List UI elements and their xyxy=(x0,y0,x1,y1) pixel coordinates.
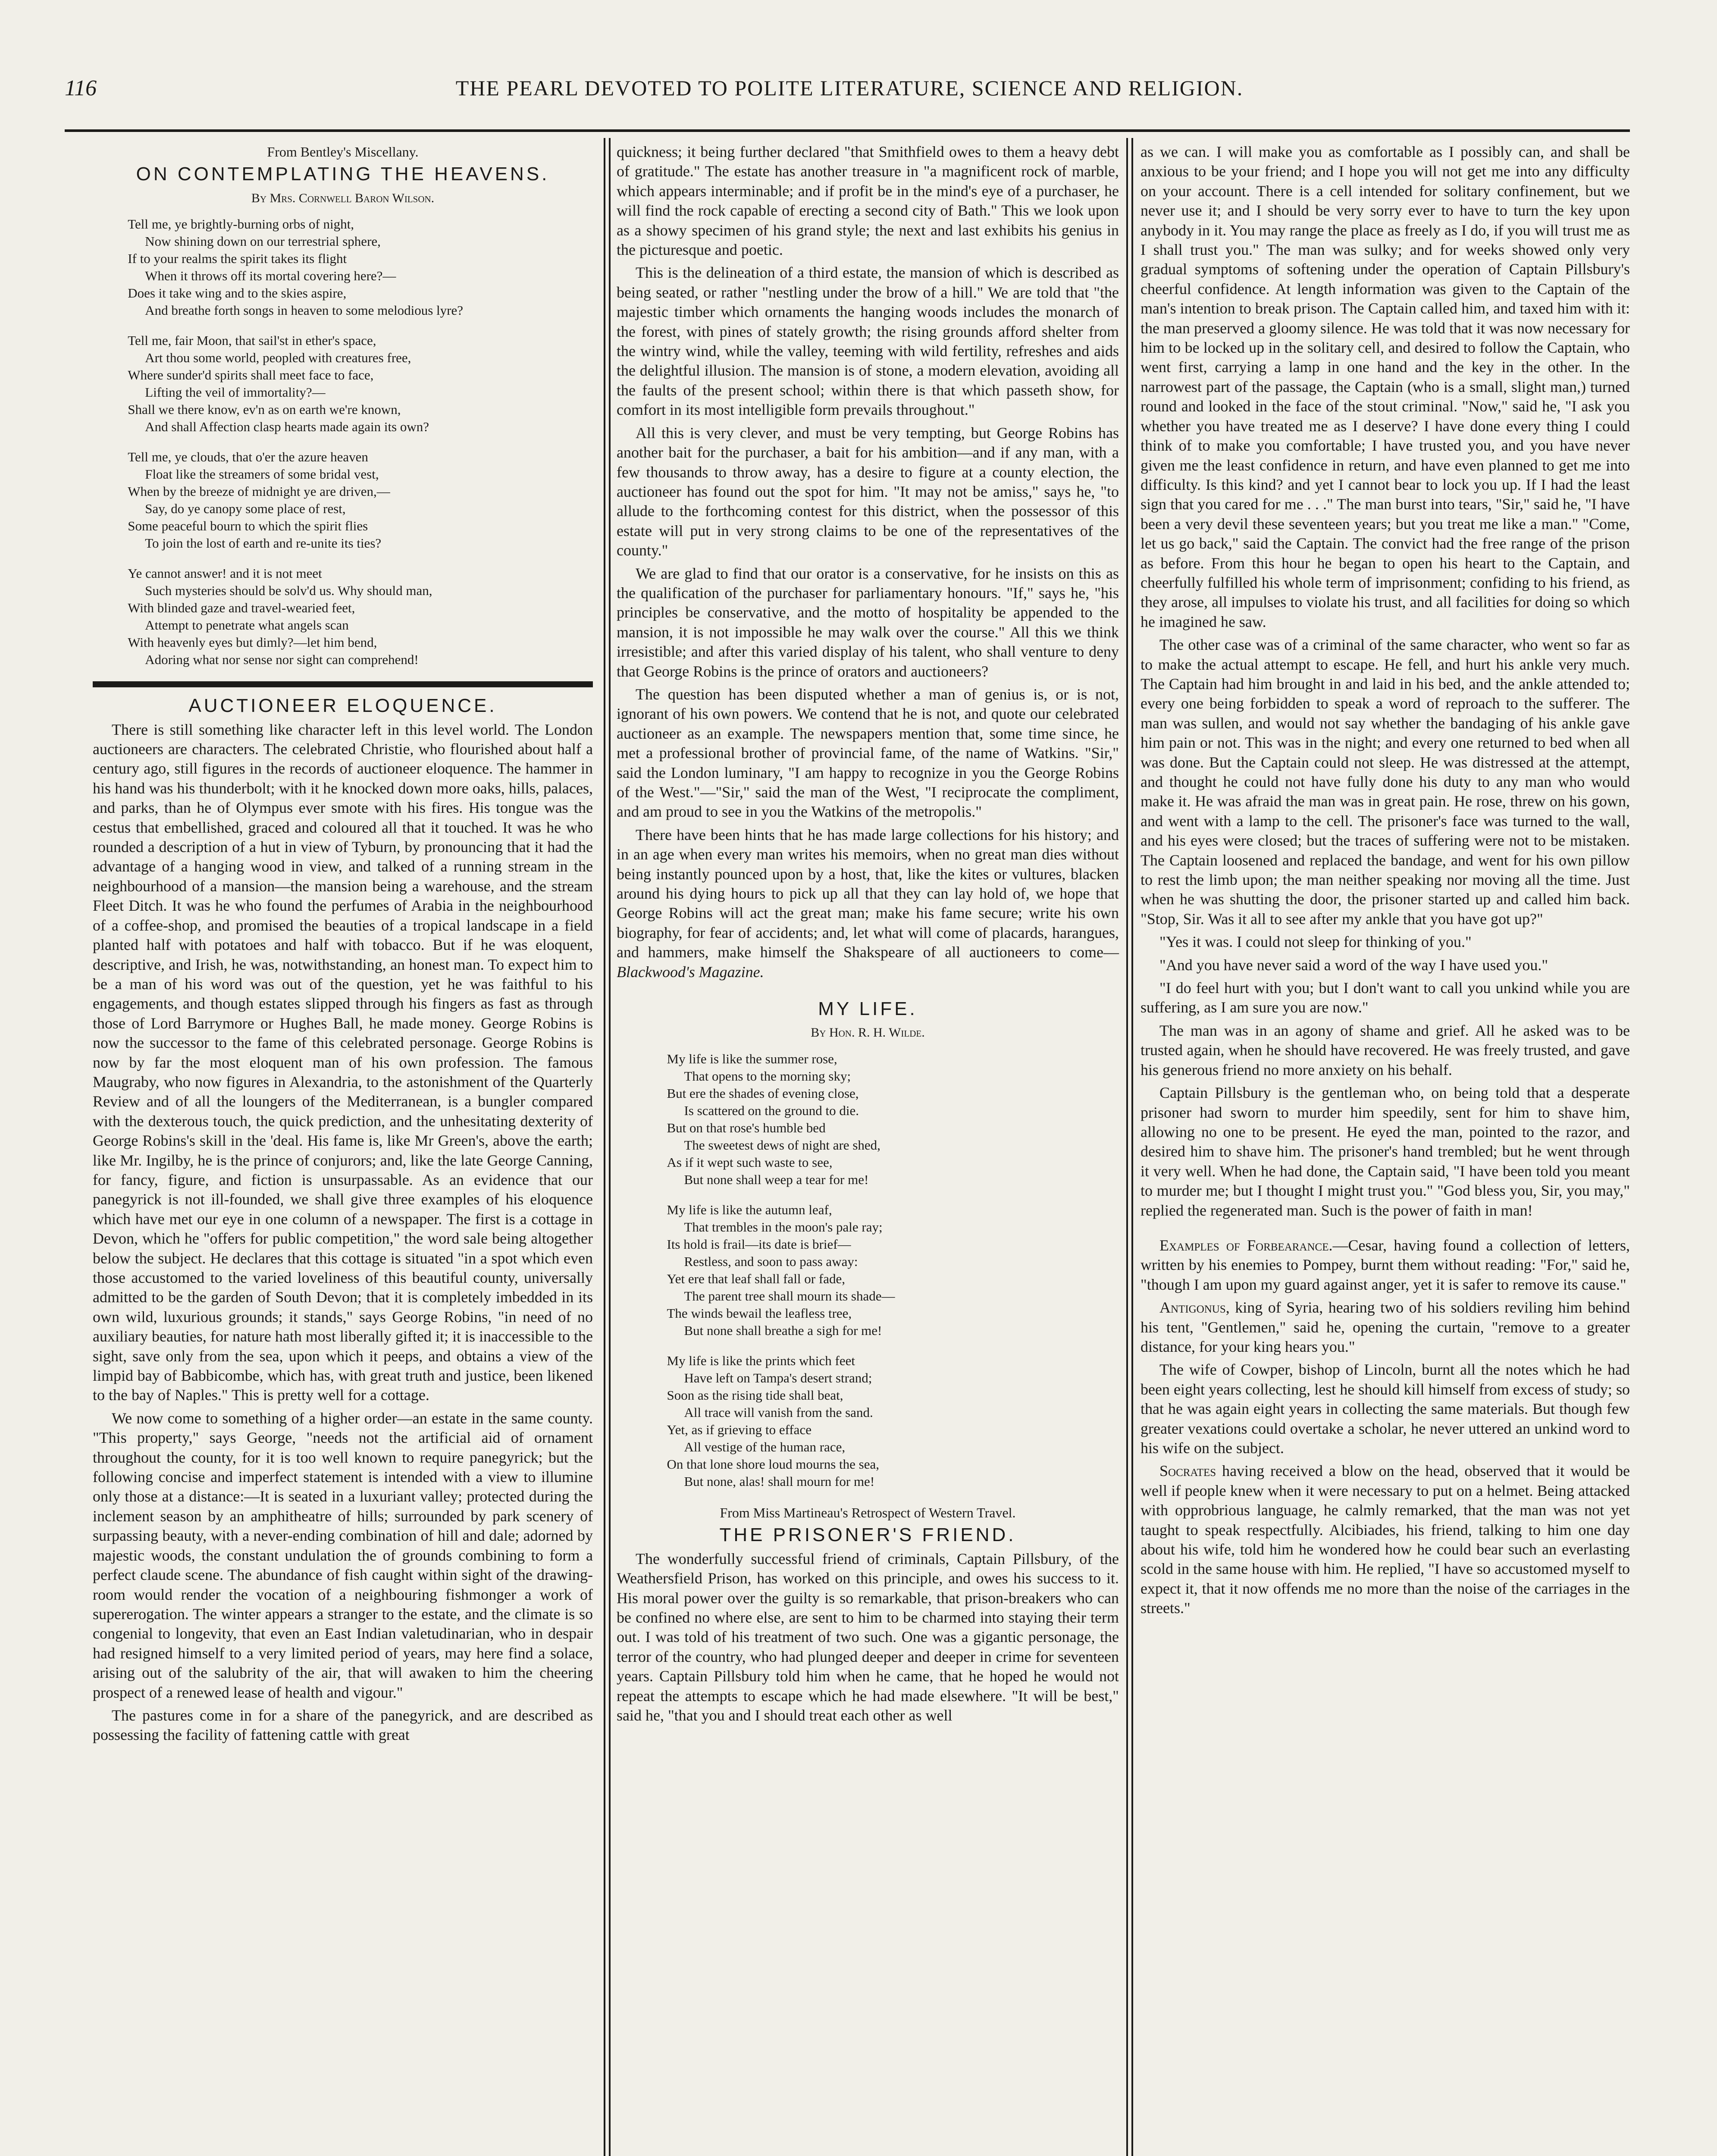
column-3 xyxy=(1140,142,1630,1622)
poem1-title: ON CONTEMPLATING THE HEAVENS. xyxy=(136,163,550,185)
example-paragraph xyxy=(1140,1298,1630,1357)
running-title: THE PEARL DEVOTED TO POLITE LITERATURE, SCIENCE AND RELIGION. xyxy=(455,76,1244,100)
page-header xyxy=(65,75,1634,114)
article1-continued-paragraph: All this is very clever, and must be very tempting, but George Robins has another bait for the purchaser, a bait for his ambition—and if any man, with a few thousands to throw away, has a desire to figure at a county election, the auctioneer has found out the spot for him. "It may not be amiss," says he, "to allude to the forthcoming contest for this district, when the possessor of this estate will put in very strong claims to be one of the representatives of the county." xyxy=(617,424,1119,559)
article1-body xyxy=(93,720,593,1745)
poem-line: Such mysteries should be solv'd us. Why should man, xyxy=(145,583,432,599)
poem-line: Tell me, ye brightly-burning orbs of night, xyxy=(128,216,354,232)
poem-line: With heavenly eyes but dimly?—let him bend, xyxy=(128,635,377,650)
poem-line: My life is like the summer rose, xyxy=(667,1051,837,1066)
example-lead: Socrates xyxy=(1159,1462,1216,1480)
header-rule xyxy=(65,129,1630,132)
article2-continued-paragraph: "Yes it was. I could not sleep for thinking of you." xyxy=(1159,933,1472,951)
example-lead: Examples of Forbearance. xyxy=(1159,1236,1333,1254)
poem-line: When by the breeze of midnight ye are driven,— xyxy=(128,484,390,499)
poem1-source: From Bentley's Miscellany. xyxy=(267,144,419,160)
example-paragraph xyxy=(1140,1360,1630,1458)
poem-line: That trembles in the moon's pale ray; xyxy=(684,1219,883,1235)
article2-paragraph: The wonderfully successful friend of criminals, Captain Pillsbury, of the Weathersfield Prison, has worked on this principle, and owes his success to it. His moral power over the guilty is so remarkable, that prison-breakers who can be confined no where else, are sent to him to be charmed into staying their term out. I was told of his treatment of two such. One was a gigantic personage, the terror of the country, who had plunged deeper and deeper in crime for seventeen years. Captain Pillsbury told him when he came, that he hoped he would not repeat the attempts to escape which he had made elsewhere. "It will be best," said he, "that you and I should treat each other as well xyxy=(617,1550,1119,1724)
article2-continued-paragraph: The man was in an agony of shame and grief. All he asked was to be trusted again, when he should have recovered. He was freely trusted, and gave his generous friend no more anxiety on his behalf. xyxy=(1140,1022,1630,1078)
poem-line: Float like the streamers of some bridal vest, xyxy=(145,467,379,482)
poem-line: Yet, as if grieving to efface xyxy=(667,1422,812,1437)
poem-line: Art thou some world, peopled with creatures free, xyxy=(145,350,411,366)
poem2 xyxy=(667,1050,1069,1490)
poem-line: The sweetest dews of night are shed, xyxy=(684,1137,880,1153)
article1-continued-paragraph: This is the delineation of a third estate, the mansion of which is described as being seated, or rather "nestling under the brow of a hill." We are told that "the majestic timber which ornaments the hanging woods includes the monarch of the forest, with pines of stately growth; the rising grounds afford shelter from the wintry wind, while the valley, teeming with wild fertility, refreshes and aids the delightful illusion. The mansion is of stone, a modern elevation, avoiding all the faults of the present school; within there is that which passeth show, for comfort in its most intelligible form prevails throughout." xyxy=(617,264,1119,419)
poem-line: But ere the shades of evening close, xyxy=(667,1085,859,1101)
example-text: —Cesar, having found a collection of letters, written by his enemies to Pompey, burnt them without reading: "For," said he, "though I am upon my guard against anger, yet it is safer to remove its cause." xyxy=(1140,1236,1630,1293)
poem-stanza xyxy=(128,565,558,668)
column-rule-right xyxy=(1126,138,1128,2156)
poem-line: Now shining down on our terrestrial sphere, xyxy=(145,234,381,249)
poem-line: Adoring what nor sense nor sight can comprehend! xyxy=(145,652,419,667)
poem-line: All trace will vanish from the sand. xyxy=(684,1404,873,1420)
poem-line: Shall we there know, ev'n as on earth we're known, xyxy=(128,402,401,417)
example-text: The wife of Cowper, bishop of Lincoln, burnt all the notes which he had been eight years collecting, lest he should kill himself from excess of study; so that he was again eight years in collecting the same materials. But though few greater vexations could overtake a scholar, he never uttered an unkind word to his wife on the subject. xyxy=(1140,1361,1630,1457)
article2-continued-paragraph: "I do feel hurt with you; but I don't want to call you unkind while you are suffering, as I am sure you are now." xyxy=(1140,979,1630,1016)
article1-final-text: There have been hints that he has made large collections for his history; and in an age when every man writes his memoirs, when no great man dies without being instantly pounced upon by a host, that, like the kites or vultures, blacken around his dying hours to pick up all that they can lay hold of, we hope that George Robins will act the great man; make his fame secure; write his own biography, for fear of accidents; and, let what will come of placards, harangues, and hammers, make himself the Shakspeare of all auctioneers to come— xyxy=(617,826,1119,961)
example-lead: Antigonus, xyxy=(1159,1299,1230,1316)
article2-continued-paragraph: Captain Pillsbury is the gentleman who, on being told that a desperate prisoner had sworn to murder him speedily, sent for him to shave him, allowing no one to be present. He eyed the man, pointed to the razor, and desired him to shave him. The prisoner's hand trembled; but he went through it very well. When he had done, the Captain said, "I have been told you meant to murder me; but I thought I might trust you." "God bless you, Sir, you may," replied the regenerated man. Such is the power of faith in man! xyxy=(1140,1084,1630,1219)
poem-line: Lifting the veil of immortality?— xyxy=(145,385,326,400)
section-divider xyxy=(93,681,593,687)
poem-line: Tell me, fair Moon, that sail'st in ether's space, xyxy=(128,333,376,348)
poem-stanza xyxy=(667,1201,1069,1339)
poem-line: Ye cannot answer! and it is not meet xyxy=(128,566,322,581)
page-number: 116 xyxy=(65,76,97,100)
article2-continued-paragraph: as we can. I will make you as comfortable as I possibly can, and shall be anxious to be your friend; and I hope you will not get me into any difficulty on your account. There is a cell intended for solitary confinement, but we never use it; and I should be very sorry ever to have to turn the key upon anybody in it. You may range the place as freely as I do, if you will trust me as I shall trust you." The man was sulky; and for weeks showed only very gradual symptoms of softening under the operation of Captain Pillsbury's cheerful confidence. At length information was given to the Captain of the man's intention to break prison. The Captain called him, and taxed him with it: the man preserved a gloomy silence. He was told that it was now necessary for him to be locked up in the solitary cell, and desired to follow the Captain, who went first, carrying a lamp in one hand and the key in the other. In the narrowest part of the passage, the Captain (who is a small, slight man,) turned round and looked in the face of the stout criminal. "Now," said he, "I ask you whether you have treated me as I deserve? I have done every thing I could think of to make you comfortable; I have trusted you, and you have never given me the least confidence in return, and have even planned to get me into difficulty. Is this kind? and yet I cannot bear to lock you up. If I had the least sign that you cared for me . . ." The man burst into tears, "Sir," said he, "I have been a very devil these seventeen years; but you treat me like a man." "Come, let us go back," said the Captain. The convict had the free range of the prison as before. From this hour he began to open his heart to the Captain, and cheerfully fulfilled his whole term of imprisonment; confiding to his friend, as they arose, all impulses to violate his trust, and all facilities for doing so which he imagined he saw. xyxy=(1140,143,1630,630)
poem-line: But on that rose's humble bed xyxy=(667,1120,826,1135)
example-paragraph xyxy=(1140,1461,1630,1618)
poem-line: When it throws off its mortal covering here?— xyxy=(145,268,396,284)
poem-line: To join the lost of earth and re-unite its ties? xyxy=(145,536,382,551)
column-rule-left xyxy=(604,138,605,2156)
poem-line: That opens to the morning sky; xyxy=(684,1068,851,1084)
example-text: king of Syria, hearing two of his soldiers reviling him behind his tent, "Gentlemen," said he, opening the curtain, "remove to a greater distance, for your king hears you." xyxy=(1140,1299,1630,1355)
examples-section xyxy=(1140,1236,1630,1618)
poem-line: If to your realms the spirit takes its flight xyxy=(128,251,347,266)
poem-line: But none, alas! shall mourn for me! xyxy=(684,1473,875,1489)
example-paragraph xyxy=(1140,1236,1630,1294)
poem-line: On that lone shore loud mourns the sea, xyxy=(667,1456,879,1472)
poem-line: Some peaceful bourn to which the spirit flies xyxy=(128,518,368,534)
poem1-byline: By Mrs. Cornwell Baron Wilson. xyxy=(251,191,435,205)
poem-line: All vestige of the human race, xyxy=(684,1439,846,1454)
poem-line: Yet ere that leaf shall fall or fade, xyxy=(667,1271,845,1286)
poem-line: And shall Affection clasp hearts made again its own? xyxy=(145,419,429,435)
article2-continued-paragraph: The other case was of a criminal of the same character, who went so far as to make the actual attempt to escape. He fell, and hurt his ankle very much. The Captain had him brought in and laid in his bed, and the ankle attended to; every one being forbidden to speak a word of reproach to the sufferer. The man was sullen, and would not say whether the bandaging of his ankle gave him pain or not. This was in the night; and every one returned to bed when all was done. But the Captain could not sleep. He was distressed at the attempt, and thought he could not have fully done his duty to any man who would make it. He was afraid the man was in great pain. He rose, threw on his gown, and went with a lamp to the cell. The prisoner's face was turned to the wall, and his eyes were closed; but the traces of suffering were not to be mistaken. The Captain loosened and replaced the bandage, and went for his own pillow to rest the limb upon; the man neither speaking nor moving all the time. Just when he was shutting the door, the prisoner started up and called him back. "Stop, Sir. Was it all to see after my ankle that you have got up?" xyxy=(1140,636,1630,928)
poem-stanza xyxy=(667,1352,1069,1490)
column-2 xyxy=(617,142,1119,1729)
article1-continued-paragraph: quickness; it being further declared "that Smithfield owes to them a heavy debt of gratitude." The estate has another treasure in "a magnificent rock of marble, which appears interminable; and if profit be in the mind's eye of a purchaser, he will find the rock capable of erecting a second city of Bath." This we look upon as a showy specimen of his grand style; the next and last exhibits his genius in the picturesque and poetic. xyxy=(617,143,1119,259)
poem-stanza xyxy=(128,216,558,319)
article1-continued-paragraph: We are glad to find that our orator is a conservative, for he insists on this as the qualification of the purchaser for parliamentary honours. "If," says he, "his principles be conservative, and the motto of hospitality be appended to the mansion, it is not impossible he may walk over the course." All this we think irresistible; and after this varied display of his talent, who shall venture to deny that George Robins is the prince of orators and auctioneers? xyxy=(617,564,1119,680)
poem-line: Where sunder'd spirits shall meet face to face, xyxy=(128,367,374,383)
poem-line: But none shall breathe a sigh for me! xyxy=(684,1322,882,1338)
poem-line: And breathe forth songs in heaven to some melodious lyre? xyxy=(145,303,463,318)
article2-continued-paragraph: "And you have never said a word of the way I have used you." xyxy=(1159,956,1548,974)
article1-continued-paragraph xyxy=(617,825,1119,982)
poem-line: Is scattered on the ground to die. xyxy=(684,1103,859,1118)
poem-line: Its hold is frail—its date is brief— xyxy=(667,1236,851,1252)
poem-line: The winds bewail the leafless tree, xyxy=(667,1305,852,1321)
article1-title: AUCTIONEER ELOQUENCE. xyxy=(188,695,497,717)
poem-line: With blinded gaze and travel-wearied feet, xyxy=(128,600,355,616)
poem-line: Restless, and soon to pass away: xyxy=(684,1253,858,1269)
article1-paragraph: We now come to something of a higher order—an estate in the same county. "This property," says George, "needs not the artificial aid of ornament throughout the county, for it is too well known to require panegyrick; but the following concise and imperfect statement is intended with a view to illumine only those at a distance:—It is seated in a luxuriant valley; protected during the inclement season by an amphitheatre of hills; surrounded by park scenery of surpassing beauty, with a never-ending combination of hill and dale; adorned by majestic woods, the constant undulation the of grounds combining to form a perfect claude scene. The abundance of fish caught within sight of the drawing-room would render the vocation of a neighbouring fishmonger a work of supererogation. The winter appears a stranger to the estate, and the climate is so congenial to longevity, that even an East Indian valetudinarian, who in despair had resigned himself to a very limited period of years, may here find a solace, arising out of the salubrity of the air, that will awaken to him the cheering prospect of a renewed lease of health and vigour." xyxy=(93,1409,593,1701)
article1-paragraph: The pastures come in for a share of the panegyrick, and are described as possessing the facility of fattening cattle with great xyxy=(93,1706,593,1744)
article2-title: THE PRISONER'S FRIEND. xyxy=(719,1524,1016,1546)
poem-line: Say, do ye canopy some place of rest, xyxy=(145,501,346,517)
poem2-title: MY LIFE. xyxy=(818,998,918,1020)
article2-source: From Miss Martineau's Retrospect of Western Travel. xyxy=(720,1504,1016,1520)
poem-line: My life is like the prints which feet xyxy=(667,1353,855,1368)
poem-line: The parent tree shall mourn its shade— xyxy=(684,1288,895,1304)
poem-line: Have left on Tampa's desert strand; xyxy=(684,1370,872,1385)
column-rule-left-2 xyxy=(609,138,611,2156)
poem2-byline: By Hon. R. H. Wilde. xyxy=(811,1025,925,1040)
poem1 xyxy=(128,216,558,668)
article1-paragraph: There is still something like character left in this level world. The London auctioneers are characters. The celebrated Christie, who flourished about half a century ago, still figures in the records of auctioneer eloquence. The hammer in his hand was his thunderbolt; with it he knocked down more oaks, hills, palaces, and parks, than he of Olympus ever smote with his fires. His tongue was the cestus that embellished, graced and coloured all that it touched. It was he who rounded a description of a hut in view of Tyburn, by pronouncing that it had the advantage of a hanging wood in view, and talked of a running stream in the neighbourhood of a mansion—the mansion being a warehouse, and the stream Fleet Ditch. It was he who found the perfumes of Arabia in the neighbourhood of a coffee-shop, and promised the beauties of a tropical landscape in a field planted half with potatoes and half with tobacco. But if he was eloquent, descriptive, and Irish, he was, notwithstanding, an honest man. To expect him to be a man of his word was out of the question, yet he was faithful to his engagements, and though estates slipped through his fingers as fast as through those of Lord Barrymore or Hughes Ball, he made money. George Robins is now the successor to the fame of this celebrated personage. George Robins is now by far the most eloquent man of his own profession. The famous Maugraby, who now figures in Alexandria, to the astonishment of the Quarterly Review and of all the loungers of the Mediterranean, is a bungler compared with the dexterous touch, the quick prediction, and the unhesitating dexterity of George Robins's skill in the 'deal. His fame is, like Mr Green's, above the earth; like Mr. Ingilby, he is the prince of conjurors; and, like the late George Canning, for fancy, figure, and fiction is unsurpassable. As an evidence that our panegyrick is not ill-founded, we shall give three examples of his eloquence which have met our eye in one column of a newspaper. The first is a cottage in Devon, which he "offers for public competition," the word sale being altogether below the subject. He declares that this cottage is situated "in a spot which even those accustomed to the varied loveliness of this beautiful county, universally admitted to be the garden of South Devon; that it is completely imbedded in its own wild, luxurious grounds; it stands," says George Robins, "in need of no auxiliary beauties, for nature hath most liberally gifted it; it is inaccessible to the sight, save only from the sea, upon which it peeps, and obtains a view of the limpid bay of Babbicombe, which has, with great truth and justice, been likened to the bay of Naples." This is pretty well for a cottage. xyxy=(93,721,593,1404)
poem-line: Does it take wing and to the skies aspire, xyxy=(128,285,347,301)
poem-line: Attempt to penetrate what angels scan xyxy=(145,617,349,633)
poem-stanza xyxy=(128,448,558,552)
poem-line: My life is like the autumn leaf, xyxy=(667,1202,832,1217)
poem-line: But none shall weep a tear for me! xyxy=(684,1172,869,1187)
column-rule-right-2 xyxy=(1131,138,1133,2156)
poem-line: As if it wept such waste to see, xyxy=(667,1154,833,1170)
poem-stanza xyxy=(667,1050,1069,1188)
poem-stanza xyxy=(128,332,558,436)
article1-source: Blackwood's Magazine. xyxy=(617,963,764,981)
example-text: having received a blow on the head, observed that it would be well if people knew when it were necessary to put on a helmet. Being attacked with opprobrious language, he calmly remarked, that the man was not yet taught to speak respectfully. Alcibiades, his friend, talking to him one day about his wife, told him he wondered how he could bear such an everlasting scold in the same house with him. He replied, "I have so accustomed myself to expect it, that it now offends me no more than the noise of the carriages in the streets." xyxy=(1140,1462,1630,1617)
column-1 xyxy=(93,142,593,1749)
poem-line: Soon as the rising tide shall beat, xyxy=(667,1387,843,1403)
poem-line: Tell me, ye clouds, that o'er the azure heaven xyxy=(128,449,368,465)
article1-continued-paragraph: The question has been disputed whether a man of genius is, or is not, ignorant of his own powers. We contend that he is not, and quote our celebrated auctioneer as an example. The newspapers mention that, some time since, he met a professional brother of provincial fame, of the name of Watkins. "Sir," said the London luminary, "I am happy to recognize in you the George Robins of the West."—"Sir," said the man of the West, "I reciprocate the compliment, and am proud to see in you the Watkins of the metropolis." xyxy=(617,685,1119,821)
